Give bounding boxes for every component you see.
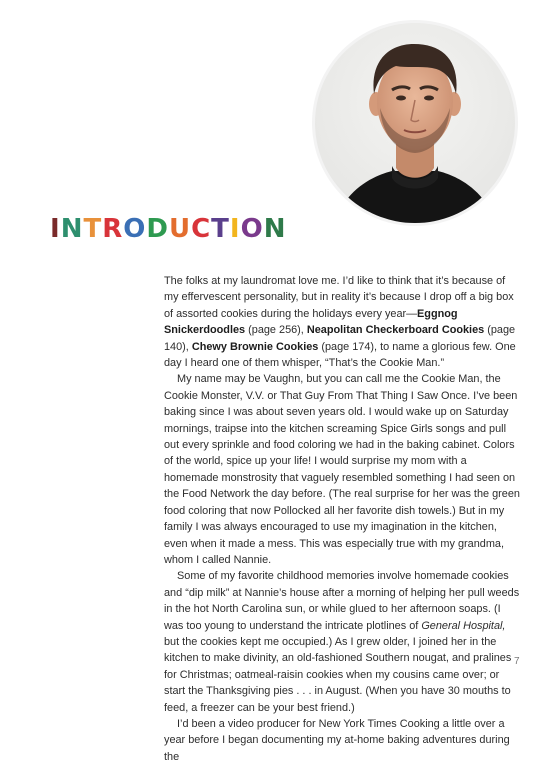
- title-letter: O: [240, 214, 264, 244]
- page-title: [50, 214, 286, 244]
- text-run: I’d been a video producer for New York Times Cooking a little over a year before I began documenting my at-home baking adventures during the: [164, 717, 510, 763]
- title-letter: R: [102, 214, 124, 244]
- text-run: but the cookies kept me occupied.) As I grew older, I joined her in the kitchen to make divinity, an old-fashioned Southern nougat, and pralines for Christmas; oatmeal-raisin cookies when my cousins came over; or start the Thanksgiving pies . . . in August. (When you have 30 mouths to feed, a freezer can be your best friend.): [164, 635, 512, 714]
- text-run: General Hospital,: [421, 619, 506, 632]
- introduction-body: [164, 273, 522, 765]
- title-letter: O: [123, 214, 147, 244]
- text-run: The folks at my laundromat love me. I’d like to think that it’s because of my effervescent personality, but in reality it’s because I drop off a big box of assorted cookies during the holidays every year—: [164, 275, 514, 320]
- author-portrait-image: [312, 16, 518, 230]
- title-letter: D: [146, 214, 169, 244]
- author-photo: [312, 16, 518, 230]
- body-paragraph: [164, 273, 522, 371]
- recipe-reference: Neapolitan Checkerboard Cookies: [306, 324, 485, 337]
- title-letter: U: [168, 214, 192, 244]
- title-letter: T: [211, 214, 230, 244]
- recipe-reference: Eggnog Snickerdoodles: [164, 307, 458, 337]
- body-paragraph: [164, 716, 522, 765]
- text-run: (page 256),: [245, 324, 307, 337]
- title-letter: N: [60, 214, 84, 244]
- title-letter: T: [83, 214, 103, 244]
- title-letter: I: [229, 214, 241, 244]
- title-letter: N: [263, 214, 287, 244]
- title-letter: C: [191, 214, 212, 244]
- text-run: (page 174), to name a glorious few. One day I heard one of them whisper, “That’s the Cookie Man.”: [164, 340, 516, 370]
- text-run: My name may be Vaughn, but you can call me the Cookie Man, the Cookie Monster, V.V. or That Guy From That Thing I Saw Once. I’ve been baking since I was about seven years old. I would wake up on Saturday mornings, traipse into the kitchen screaming Spice Girls songs and pull out every sprinkle and food coloring we had in the baking cabinet. Colors of the world, spice up your life! I would surprise my mom with a homemade monstrosity that vaguely resembled something I had seen on the Food Network the day before. (The real surprise for her was the green food coloring that now Pollocked all her favorite dish towels.) But in my family I was always encouraged to use my imagination in the kitchen, even when it made a mess. This was especially true with my grandma, whom I called Nannie.: [164, 373, 520, 566]
- recipe-reference: Chewy Brownie Cookies: [191, 340, 319, 353]
- text-run: (page 140),: [164, 324, 516, 353]
- body-paragraph: [164, 568, 522, 716]
- page-number: 7: [514, 656, 520, 667]
- text-run: Some of my favorite childhood memories involve homemade cookies and “dip milk” at Nannie’s house after a morning of helping her pull weeds in the hot North Carolina sun, or while glued to her afternoon soaps. (I was too young to understand the intricate plotlines of: [164, 570, 520, 632]
- body-paragraph: [164, 371, 522, 568]
- title-letter: I: [50, 214, 61, 244]
